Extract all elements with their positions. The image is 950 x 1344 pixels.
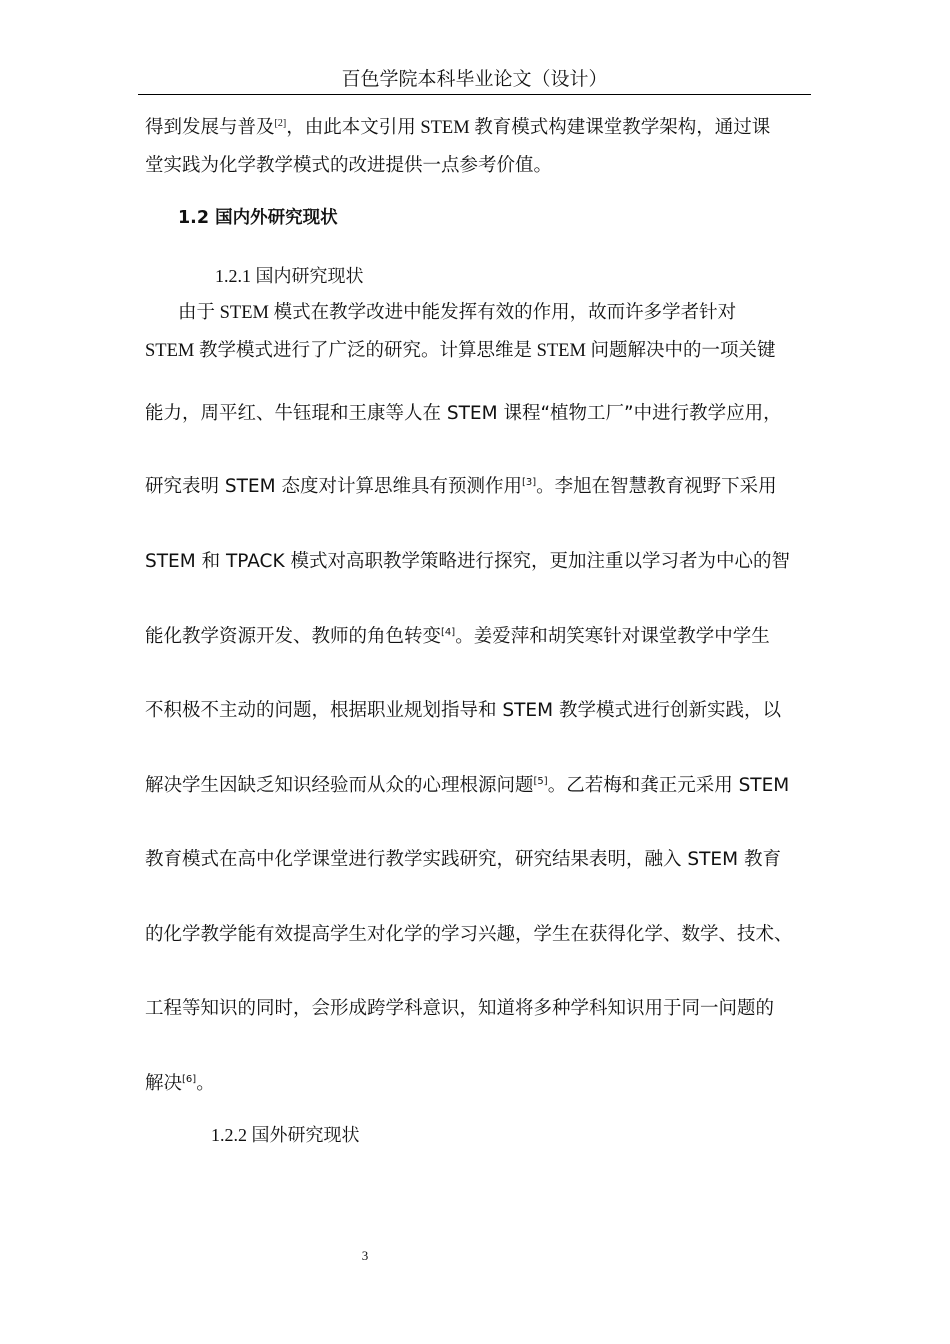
paragraph-line-text-after: 。李旭在智慧教育视野下采用 xyxy=(536,476,777,497)
citation-4: [4] xyxy=(441,626,456,638)
intro-line-1 xyxy=(145,115,770,141)
paragraph-line-text: 解决 xyxy=(145,1073,183,1094)
paragraph-line: 教育模式在高中化学课堂进行教学实践研究，研究结果表明，融入 STEM 教育 xyxy=(145,849,781,870)
paragraph-line-text: 解决学生因缺乏知识经验而从众的心理根源问题 xyxy=(145,775,534,796)
paragraph-line: 能力，周平红、牛钰琨和王康等人在 STEM 课程“植物工厂”中进行教学应用， xyxy=(145,403,782,424)
paragraph-line: STEM 教学模式进行了广泛的研究。计算思维是 STEM 问题解决中的一项关键 xyxy=(145,341,776,361)
citation-5: [5] xyxy=(533,775,548,787)
paragraph-line xyxy=(145,773,789,799)
paragraph-line-text-after: 。姜爱萍和胡笑寒针对课堂教学中学生 xyxy=(455,626,770,647)
intro-line-1-text-a: 得到发展与普及 xyxy=(145,118,275,138)
header-divider xyxy=(138,94,811,95)
intro-line-1-text-b: ，由此本文引用 STEM 教育模式构建课堂教学架构，通过课 xyxy=(286,118,771,138)
paragraph-line-text-after: 。乙若梅和龚正元采用 STEM xyxy=(547,775,790,796)
citation-2: [2] xyxy=(274,117,287,129)
paragraph-line: STEM 和 TPACK 模式对高职教学策略进行探究，更加注重以学习者为中心的智 xyxy=(145,551,790,572)
paragraph-line xyxy=(145,1071,215,1097)
section-heading-1-2: 1.2 国内外研究现状 xyxy=(178,208,338,228)
subsection-heading-1-2-1: 1.2.1 国内研究现状 xyxy=(215,266,364,286)
intro-line-2: 堂实践为化学教学模式的改进提供一点参考价值。 xyxy=(145,156,553,176)
paragraph-line-text: 研究表明 STEM 态度对计算思维具有预测作用 xyxy=(145,476,522,497)
paragraph-line-text-after: 。 xyxy=(196,1073,215,1094)
citation-3: [3] xyxy=(521,476,537,488)
subsection-heading-1-2-2: 1.2.2 国外研究现状 xyxy=(211,1125,360,1145)
citation-6: [6] xyxy=(182,1073,197,1085)
page-header-title: 百色学院本科毕业论文（设计） xyxy=(341,68,608,90)
paragraph-line: 由于 STEM 模式在教学改进中能发挥有效的作用，故而许多学者针对 xyxy=(178,303,737,323)
paragraph-line-text: 能化教学资源开发、教师的角色转变 xyxy=(145,626,442,647)
paragraph-line: 不积极不主动的问题，根据职业规划指导和 STEM 教学模式进行创新实践，以 xyxy=(145,700,781,721)
paragraph-line xyxy=(145,624,770,650)
paragraph-line: 的化学教学能有效提高学生对化学的学习兴趣，学生在获得化学、数学、技术、 xyxy=(145,924,793,945)
paragraph-line: 工程等知识的同时，会形成跨学科意识，知道将多种学科知识用于同一问题的 xyxy=(145,998,775,1019)
page-number: 3 xyxy=(361,1248,369,1263)
paragraph-line xyxy=(145,474,777,500)
